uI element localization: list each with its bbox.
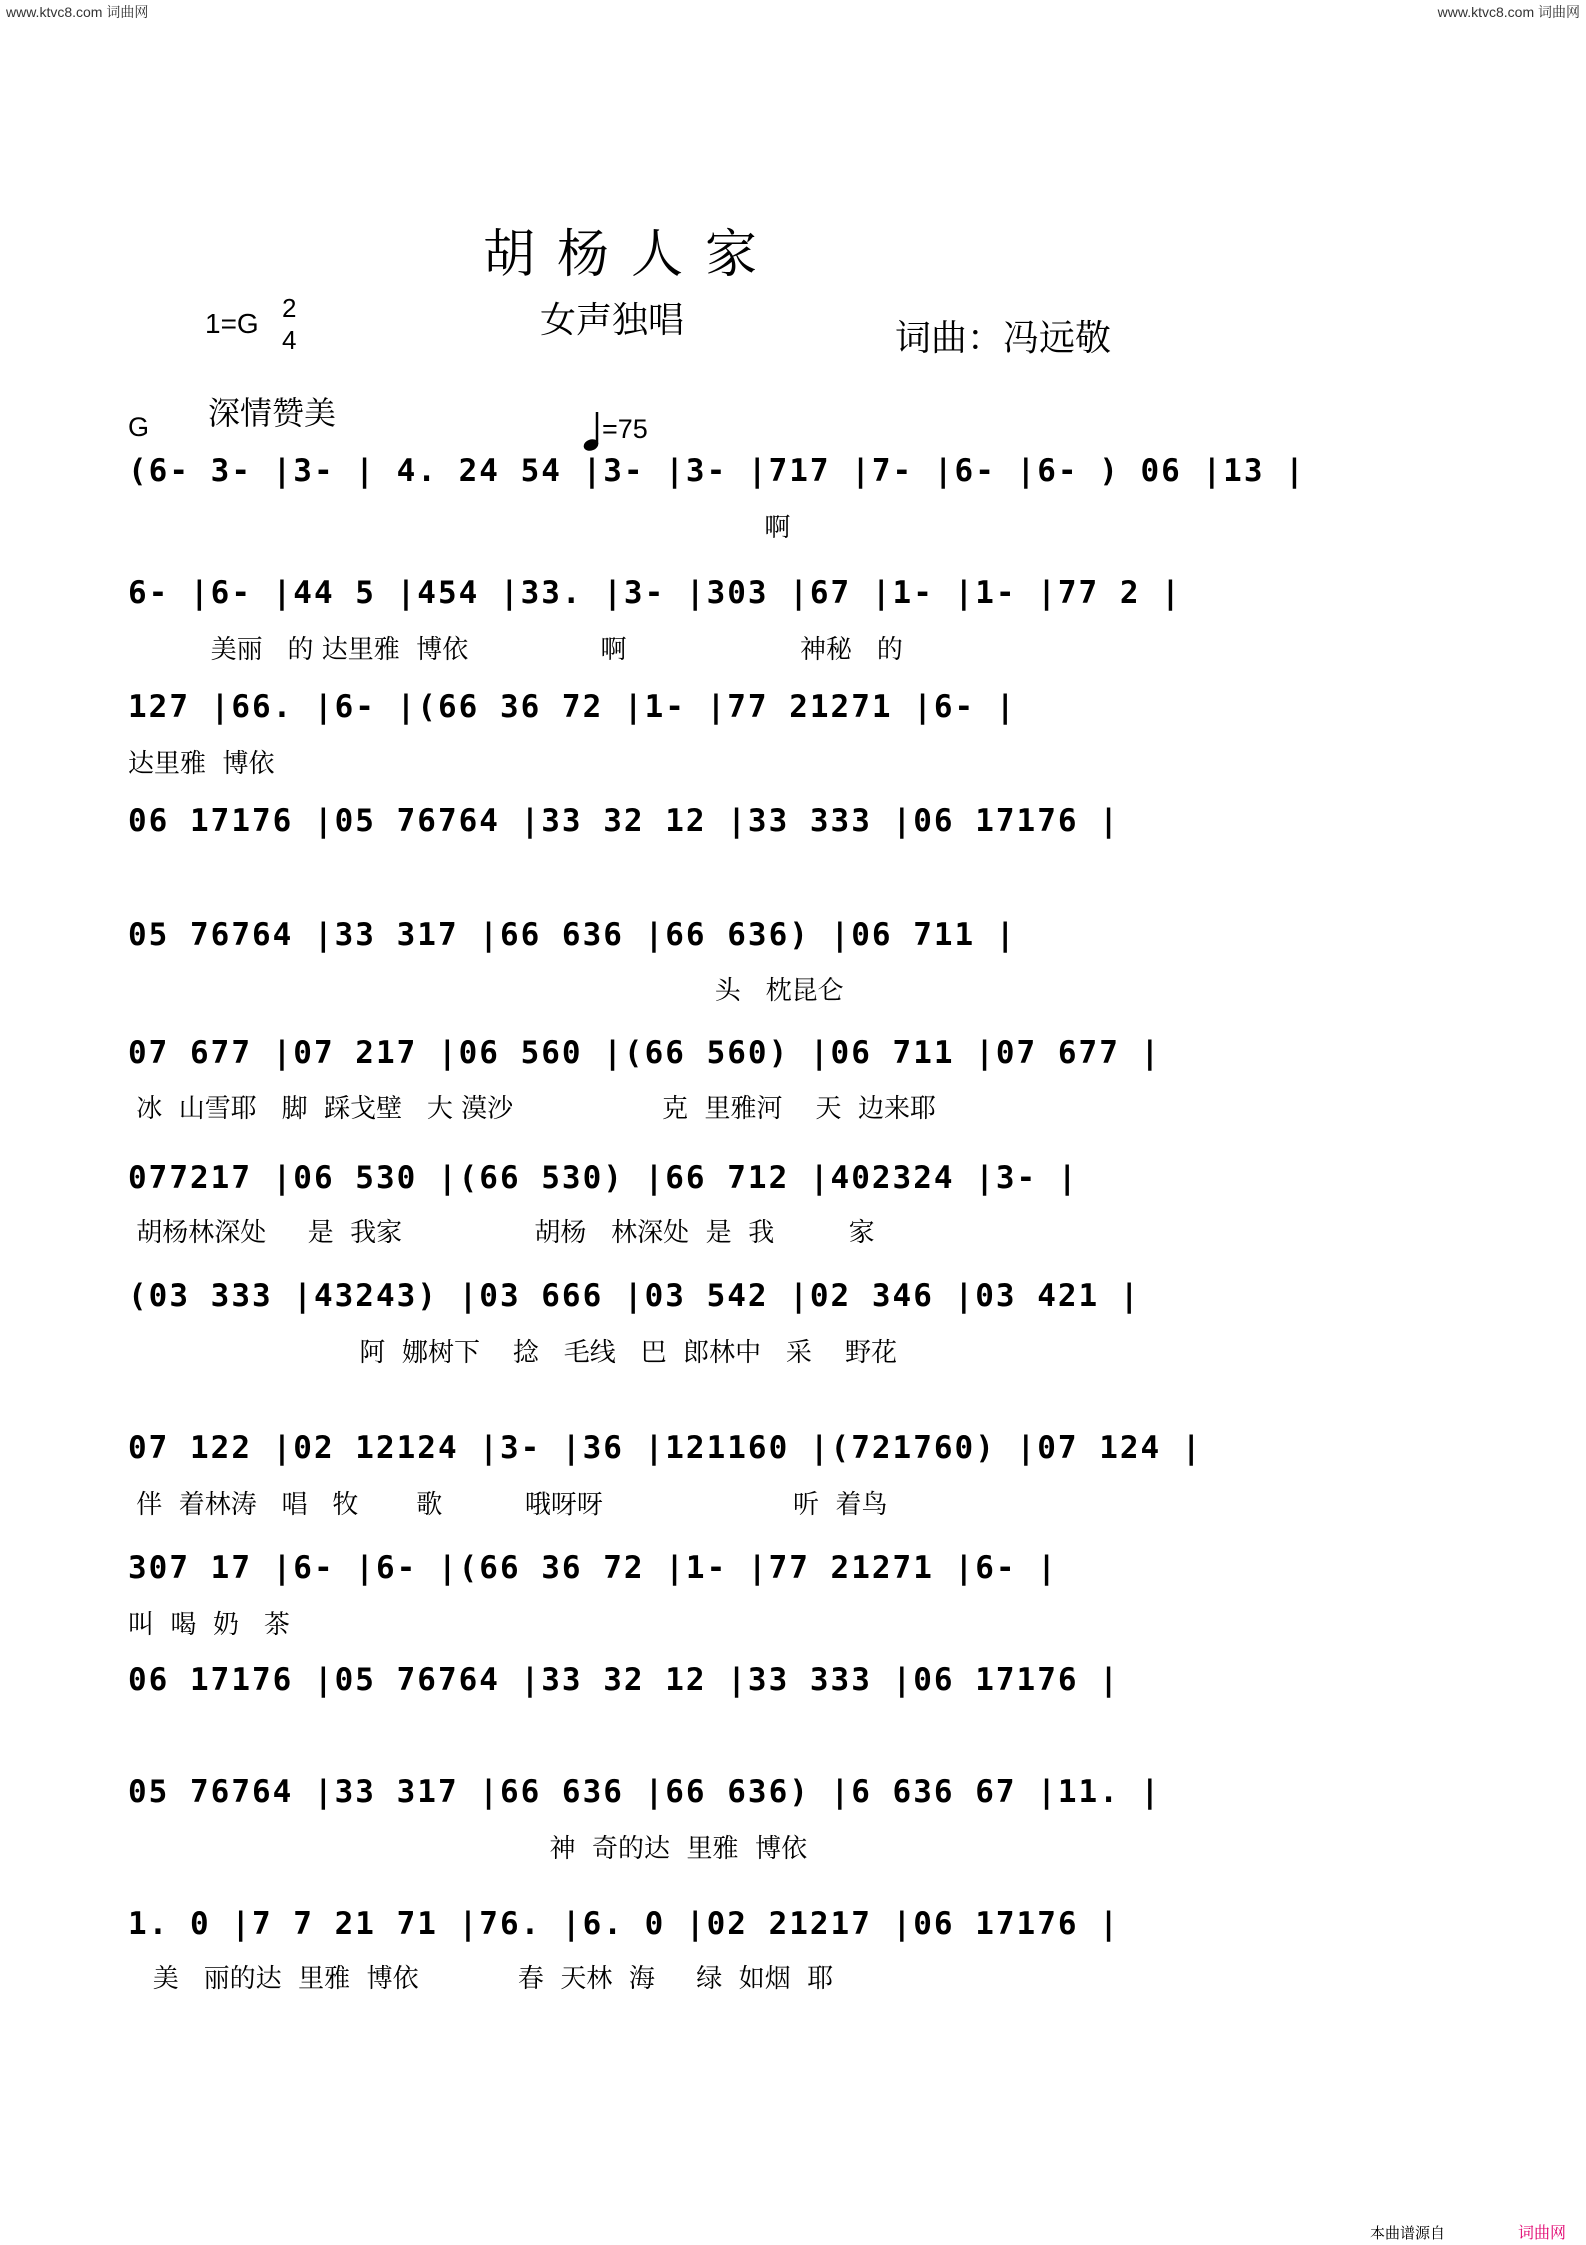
system-10-notes: 307 17 |6- |6- |(66 36 72 |1- |77 21271 |6- | xyxy=(128,1550,1058,1586)
system-1-lyrics: 啊 xyxy=(128,513,791,543)
watermark-top-left: www.ktvc8.com 词曲网 xyxy=(6,4,149,20)
time-signature-top: 2 xyxy=(282,293,297,323)
system-12-notes: 05 76764 |33 317 |66 636 |66 636) |6 636 67 |11. | xyxy=(128,1774,1162,1810)
system-9-notes: 07 122 |02 12124 |3- |36 |121160 |(721760) |07 124 | xyxy=(128,1430,1203,1466)
system-11-notes: 06 17176 |05 76764 |33 32 12 |33 333 |06 17176 | xyxy=(128,1662,1120,1698)
system-1-notes: (6- 3- |3- | 4. 24 54 |3- |3- |717 |7- |6- |6- ) 06 |13 | xyxy=(128,453,1306,489)
system-10-lyrics: 叫 喝 奶 茶 xyxy=(128,1610,290,1640)
credits: 词曲：冯远敬 xyxy=(895,318,1112,359)
quarter-note-icon xyxy=(582,410,602,456)
footer-site: 词曲网 xyxy=(1518,2223,1567,2242)
system-8-lyrics: 阿 娜树下 捻 毛线 巴 郎林中 采 野花 xyxy=(128,1338,897,1368)
system-8-notes: (03 333 |43243) |03 666 |03 542 |02 346 |03 421 | xyxy=(128,1278,1141,1314)
chord-label: G xyxy=(128,412,150,442)
system-6-lyrics: 冰 山雪耶 脚 踩戈壁 大 漠沙 克 里雅河 天 边来耶 xyxy=(128,1094,937,1124)
system-7-lyrics: 胡杨林深处 是 我家 胡杨 林深处 是 我 家 xyxy=(128,1218,875,1248)
subtitle: 女声独唱 xyxy=(540,300,685,341)
system-5-notes: 05 76764 |33 317 |66 636 |66 636) |06 711 | xyxy=(128,917,1017,953)
system-13-lyrics: 美 丽的达 里雅 博依 春 天林 海 绿 如烟 耶 xyxy=(128,1964,834,1994)
watermark-top-right: www.ktvc8.com 词曲网 xyxy=(1437,4,1580,20)
system-6-notes: 07 677 |07 217 |06 560 |(66 560) |06 711 |07 677 | xyxy=(128,1035,1162,1071)
tempo-mark: =75 xyxy=(602,414,648,444)
key-signature: 1=G xyxy=(205,308,259,339)
system-2-lyrics: 美丽 的 达里雅 博依 啊 神秘 的 xyxy=(128,635,903,665)
system-9-lyrics: 伴 着林涛 唱 牧 歌 哦呀呀 听 着鸟 xyxy=(128,1490,888,1520)
time-signature-bottom: 4 xyxy=(282,325,297,355)
system-12-lyrics: 神 奇的达 里雅 博依 xyxy=(128,1834,808,1864)
expression-mark: 深情赞美 xyxy=(208,394,337,432)
system-3-lyrics: 达里雅 博依 xyxy=(128,749,275,779)
system-3-notes: 127 |66. |6- |(66 36 72 |1- |77 21271 |6- | xyxy=(128,689,1017,725)
system-7-notes: 077217 |06 530 |(66 530) |66 712 |402324 |3- | xyxy=(128,1160,1079,1196)
system-5-lyrics: 头 枕昆仑 xyxy=(128,976,844,1006)
footer-source: 本曲谱源自 xyxy=(1370,2224,1446,2242)
system-13-notes: 1. 0 |7 7 21 71 |76. |6. 0 |02 21217 |06 17176 | xyxy=(128,1906,1120,1942)
system-2-notes: 6- |6- |44 5 |454 |33. |3- |303 |67 |1- |1- |77 2 | xyxy=(128,575,1182,611)
system-4-notes: 06 17176 |05 76764 |33 32 12 |33 333 |06 17176 | xyxy=(128,803,1120,839)
song-title: 胡杨人家 xyxy=(483,225,780,285)
